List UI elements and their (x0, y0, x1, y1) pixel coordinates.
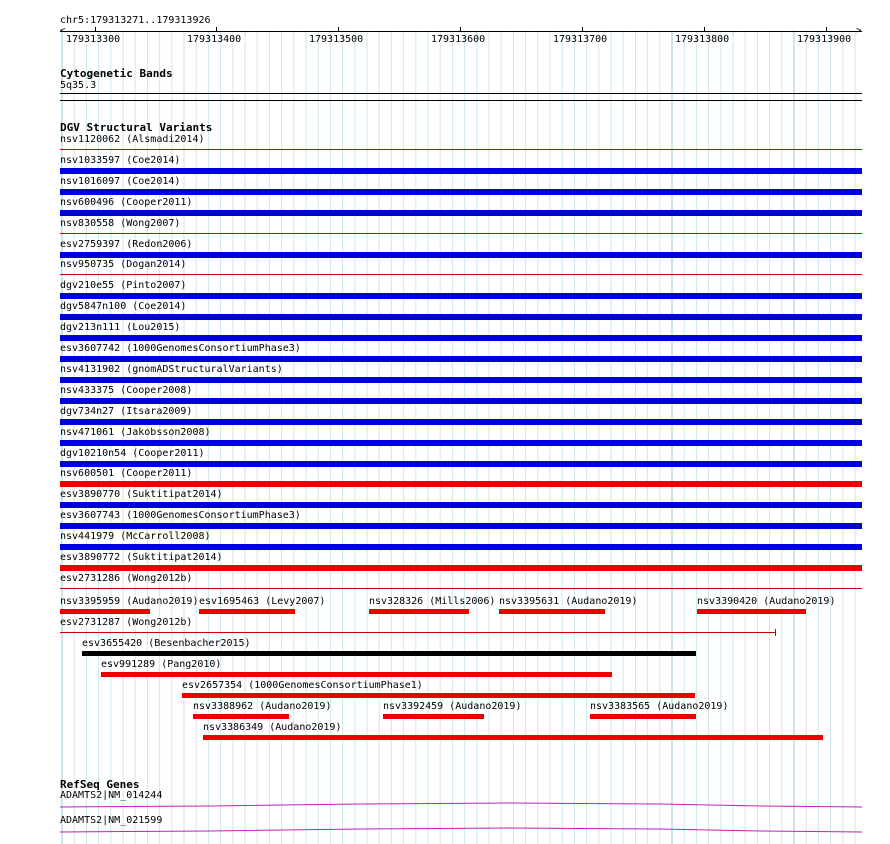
variant-label[interactable]: nsv3395959 (Audano2019) (60, 596, 199, 607)
variant-bar[interactable] (60, 461, 862, 467)
variant-label[interactable]: nsv3395631 (Audano2019) (499, 596, 638, 607)
refseq-track-title: RefSeq Genes (60, 778, 140, 791)
variant-bar[interactable] (60, 314, 862, 320)
variant-label[interactable]: esv2759397 (Redon2006) (60, 239, 193, 250)
variant-bar[interactable] (101, 672, 612, 677)
variant-label[interactable]: esv3607742 (1000GenomesConsortiumPhase3) (60, 343, 301, 354)
variant-bar[interactable] (60, 398, 862, 404)
variant-bar[interactable] (60, 544, 862, 550)
variant-label[interactable]: nsv1120062 (Alsmadi2014) (60, 134, 205, 145)
ruler-tick-mark (826, 27, 827, 32)
variant-label[interactable]: nsv471061 (Jakobsson2008) (60, 427, 211, 438)
variant-end-cap (775, 629, 776, 636)
variant-bar[interactable] (199, 609, 295, 614)
variant-label[interactable]: nsv1033597 (Coe2014) (60, 155, 181, 166)
cyto-track-title: Cytogenetic Bands (60, 67, 173, 80)
variant-label[interactable]: dgv213n111 (Lou2015) (60, 322, 181, 333)
variant-label[interactable]: nsv950735 (Dogan2014) (60, 259, 187, 270)
variant-bar[interactable] (60, 419, 862, 425)
variant-bar[interactable] (383, 714, 484, 719)
cyto-band-label: 5q35.3 (60, 80, 97, 91)
refseq-gene-label[interactable]: ADAMTS2|NM_021599 (60, 815, 163, 826)
variant-label[interactable]: dgv5847n100 (Coe2014) (60, 301, 187, 312)
variant-label[interactable]: esv2731287 (Wong2012b) (60, 617, 193, 628)
variant-bar[interactable] (182, 693, 695, 698)
variant-label[interactable]: esv3890770 (Suktitipat2014) (60, 489, 223, 500)
dgv-track-title: DGV Structural Variants (60, 121, 213, 134)
variant-bar[interactable] (60, 233, 862, 234)
ruler-tick-label: 179313700 (553, 34, 608, 45)
variant-label[interactable]: dgv210e55 (Pinto2007) (60, 280, 187, 291)
ruler-tick-mark (460, 27, 461, 32)
cyto-band-top-line (60, 93, 862, 94)
variant-bar[interactable] (82, 651, 696, 656)
variant-label[interactable]: nsv3386349 (Audano2019) (203, 722, 342, 733)
variant-bar[interactable] (60, 632, 776, 633)
variant-bar[interactable] (60, 210, 862, 216)
variant-label[interactable]: nsv4131902 (gnomADStructuralVariants) (60, 364, 283, 375)
variant-label[interactable]: esv2657354 (1000GenomesConsortiumPhase1) (182, 680, 423, 691)
refseq-gene-line[interactable] (60, 800, 862, 810)
variant-bar[interactable] (60, 565, 862, 571)
ruler-right-arrow: > (856, 26, 862, 36)
cyto-band-bottom-line (60, 100, 862, 101)
variant-bar[interactable] (60, 335, 862, 341)
variant-label[interactable]: esv991289 (Pang2010) (101, 659, 222, 670)
variant-bar[interactable] (60, 502, 862, 508)
variant-bar[interactable] (60, 377, 862, 383)
variant-bar[interactable] (60, 149, 862, 150)
variant-bar[interactable] (60, 440, 862, 446)
variant-label[interactable]: nsv441979 (McCarroll2008) (60, 531, 211, 542)
variant-bar[interactable] (369, 609, 469, 614)
variant-label[interactable]: nsv433375 (Cooper2008) (60, 385, 193, 396)
variant-bar[interactable] (60, 293, 862, 299)
variant-bar[interactable] (60, 481, 862, 487)
ruler-tick-mark (216, 27, 217, 32)
variant-label[interactable]: esv2731286 (Wong2012b) (60, 573, 193, 584)
variant-label[interactable]: nsv600496 (Cooper2011) (60, 197, 193, 208)
ruler-left-arrow: < (60, 26, 66, 36)
refseq-gene-label[interactable]: ADAMTS2|NM_014244 (60, 790, 163, 801)
ruler-tick-mark (582, 27, 583, 32)
variant-label[interactable]: nsv3383565 (Audano2019) (590, 701, 729, 712)
ruler-tick-label: 179313900 (797, 34, 852, 45)
variant-bar[interactable] (60, 609, 150, 614)
ruler-tick-label: 179313600 (431, 34, 486, 45)
variant-bar[interactable] (499, 609, 605, 614)
variant-label[interactable]: nsv3392459 (Audano2019) (383, 701, 522, 712)
variant-label[interactable]: nsv3390420 (Audano2019) (697, 596, 836, 607)
variant-bar[interactable] (60, 168, 862, 174)
variant-bar[interactable] (203, 735, 823, 740)
refseq-gene-line[interactable] (60, 825, 862, 835)
variant-bar[interactable] (60, 274, 862, 275)
ruler-range-label: chr5:179313271..179313926 (60, 15, 211, 26)
ruler-tick-mark (338, 27, 339, 32)
variant-bar[interactable] (60, 588, 862, 589)
ruler-tick-label: 179313300 (66, 34, 121, 45)
variant-bar[interactable] (60, 252, 862, 258)
variant-bar[interactable] (590, 714, 696, 719)
ruler-tick-label: 179313500 (309, 34, 364, 45)
variant-bar[interactable] (60, 189, 862, 195)
ruler-tick-mark (704, 27, 705, 32)
ruler-tick-mark (95, 27, 96, 32)
variant-label[interactable]: dgv734n27 (Itsara2009) (60, 406, 193, 417)
variant-bar[interactable] (193, 714, 289, 719)
ruler-axis (60, 31, 862, 32)
variant-bar[interactable] (60, 356, 862, 362)
variant-label[interactable]: nsv328326 (Mills2006) (369, 596, 496, 607)
variant-label[interactable]: esv3607743 (1000GenomesConsortiumPhase3) (60, 510, 301, 521)
variant-label[interactable]: nsv830558 (Wong2007) (60, 218, 181, 229)
ruler-tick-label: 179313800 (675, 34, 730, 45)
variant-bar[interactable] (697, 609, 806, 614)
variant-label[interactable]: esv1695463 (Levy2007) (199, 596, 326, 607)
variant-label[interactable]: nsv3388962 (Audano2019) (193, 701, 332, 712)
variant-bar[interactable] (60, 523, 862, 529)
ruler-tick-label: 179313400 (187, 34, 242, 45)
variant-label[interactable]: nsv1016097 (Coe2014) (60, 176, 181, 187)
variant-label[interactable]: esv3655420 (Besenbacher2015) (82, 638, 251, 649)
variant-label[interactable]: nsv600501 (Cooper2011) (60, 468, 193, 479)
variant-label[interactable]: dgv10210n54 (Cooper2011) (60, 448, 205, 459)
variant-label[interactable]: esv3890772 (Suktitipat2014) (60, 552, 223, 563)
